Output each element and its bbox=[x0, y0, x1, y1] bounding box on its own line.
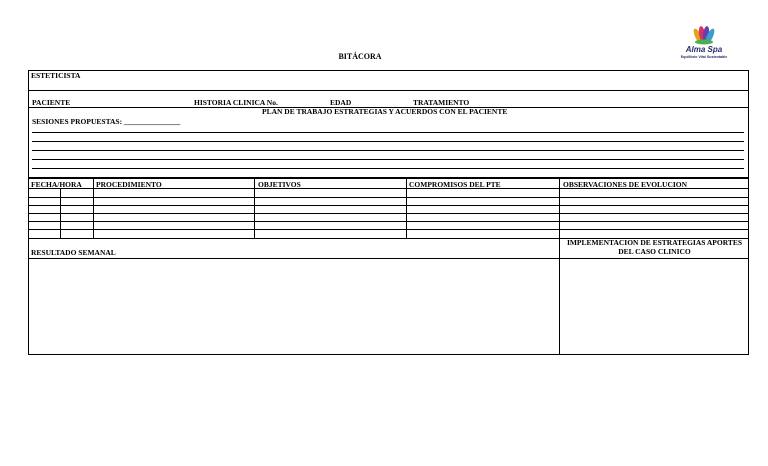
resultado-semanal-label: RESULTADO SEMANAL bbox=[31, 248, 116, 257]
sesiones-propuestas-label: SESIONES PROPUESTAS: _______________ bbox=[32, 117, 181, 126]
logo-name: Alma Spa bbox=[685, 45, 723, 54]
table-column bbox=[93, 178, 94, 238]
table-column bbox=[254, 178, 255, 238]
header-compromisos: COMPROMISOS DEL PTE bbox=[409, 180, 501, 189]
table-row bbox=[28, 205, 749, 206]
header-procedimiento: PROCEDIMIENTO bbox=[96, 180, 162, 189]
logo-tagline: Equilibrio Vital Sustentable bbox=[680, 55, 728, 59]
divider bbox=[28, 90, 749, 91]
note-line bbox=[32, 150, 744, 151]
historia-clinica-label: HISTORIA CLINICA No. bbox=[194, 98, 278, 107]
note-line bbox=[32, 132, 744, 133]
implementacion-line-2: DEL CASO CLINICO bbox=[618, 246, 691, 256]
table-column bbox=[559, 178, 560, 355]
note-line bbox=[32, 159, 744, 160]
implementacion-line-1: IMPLEMENTACION DE ESTRATEGIAS APORTES bbox=[566, 238, 743, 247]
plan-trabajo-label: PLAN DE TRABAJO ESTRATEGIAS Y ACUERDOS CON EL PACIENTE bbox=[262, 107, 508, 116]
edad-label: EDAD bbox=[330, 98, 352, 107]
esteticista-label: ESTETICISTA bbox=[31, 71, 81, 80]
table-row bbox=[28, 213, 749, 214]
table-row bbox=[28, 197, 749, 198]
table-column bbox=[60, 188, 61, 238]
table-row bbox=[28, 221, 749, 222]
header-observaciones: OBSERVACIONES DE EVOLUCION bbox=[563, 180, 688, 189]
header-objetivos: OBJETIVOS bbox=[258, 180, 301, 189]
table-column bbox=[406, 178, 407, 238]
flower-logo-icon bbox=[676, 24, 732, 46]
paciente-label: PACIENTE bbox=[32, 98, 71, 107]
divider bbox=[28, 258, 749, 259]
tratamiento-label: TRATAMIENTO bbox=[413, 98, 470, 107]
implementacion-label bbox=[560, 239, 749, 256]
header-fecha-hora: FECHA/HORA bbox=[31, 180, 82, 189]
note-line bbox=[32, 168, 744, 169]
table-row bbox=[28, 188, 749, 189]
page-title: BITÁCORA bbox=[338, 52, 382, 61]
logo bbox=[676, 24, 732, 64]
note-line bbox=[32, 141, 744, 142]
table-row bbox=[28, 229, 749, 230]
